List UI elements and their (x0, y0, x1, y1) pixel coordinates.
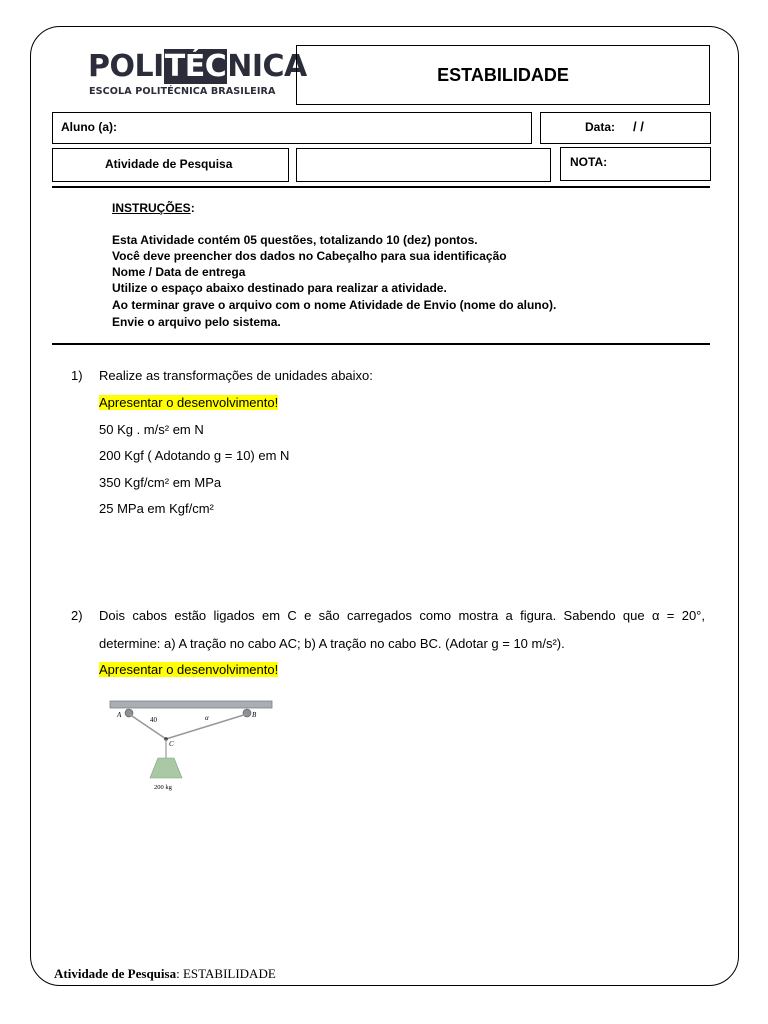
nota-label: NOTA: (570, 155, 608, 169)
label-b: B (252, 711, 257, 719)
politecnica-logo (88, 49, 307, 102)
label-a: A (117, 711, 122, 719)
q1-item: 350 Kgf/cm² em MPa (99, 475, 222, 490)
instruction-line: Envie o arquivo pelo sistema. (112, 315, 281, 329)
blank-field[interactable] (296, 148, 551, 182)
instructions-heading: INSTRUÇÕES: (112, 201, 195, 215)
divider-top (52, 186, 710, 188)
q1-text: Realize as transformações de unidades abaixo: (99, 368, 373, 383)
aluno-field[interactable] (52, 112, 532, 144)
q2-line2: determine: a) A tração no cabo AC; b) A tração no cabo BC. (Adotar g = 10 m/s²). (99, 636, 565, 651)
document-title: ESTABILIDADE (296, 45, 710, 105)
q1-item: 50 Kg . m/s² em N (99, 422, 204, 437)
q1-item: 25 MPa em Kgf/cm² (99, 501, 214, 516)
footer: Atividade de Pesquisa: ESTABILIDADE (54, 966, 276, 981)
aluno-label: Aluno (a): (61, 120, 117, 134)
instruction-line: Ao terminar grave o arquivo com o nome Atividade de Envio (nome do aluno). (112, 298, 557, 312)
q1-number: 1) (71, 368, 83, 383)
q1-item: 200 Kgf ( Adotando g = 10) em N (99, 448, 290, 463)
q2-number: 2) (71, 608, 83, 623)
logo-subtitle: ESCOLA POLITÉCNICA BRASILEIRA (89, 86, 276, 97)
mass-label: 200 kg (154, 784, 172, 791)
angle-alpha-label: α (205, 714, 209, 722)
data-slashes: / / (633, 119, 644, 134)
q1-highlight: Apresentar o desenvolvimento! (99, 395, 279, 410)
instruction-line: Esta Atividade contém 05 questões, totalizando 10 (dez) pontos. (112, 233, 478, 247)
q2-line1: Dois cabos estão ligados em C e são carregados como mostra a figura. Sabendo que α = 20°, (99, 608, 705, 623)
logo-wordmark: POLITÉCNICA (88, 49, 307, 84)
cable-figure (104, 698, 278, 794)
atividade-label: Atividade de Pesquisa (105, 157, 233, 171)
label-c: C (169, 740, 174, 748)
atividade-box (52, 148, 289, 182)
angle-40-label: 40 (150, 716, 157, 724)
divider-bottom (52, 343, 710, 345)
support-b (243, 709, 251, 717)
data-label: Data: (585, 120, 616, 134)
instruction-line: Utilize o espaço abaixo destinado para realizar a atividade. (112, 281, 447, 295)
q2-highlight: Apresentar o desenvolvimento! (99, 662, 279, 677)
ceiling-beam (110, 701, 272, 708)
nota-field[interactable] (560, 147, 711, 181)
instruction-line: Você deve preencher dos dados no Cabeçalho para sua identificação (112, 249, 507, 263)
cable-diagram (104, 698, 278, 794)
instruction-line: Nome / Data de entrega (112, 265, 246, 279)
data-field[interactable] (540, 112, 711, 144)
